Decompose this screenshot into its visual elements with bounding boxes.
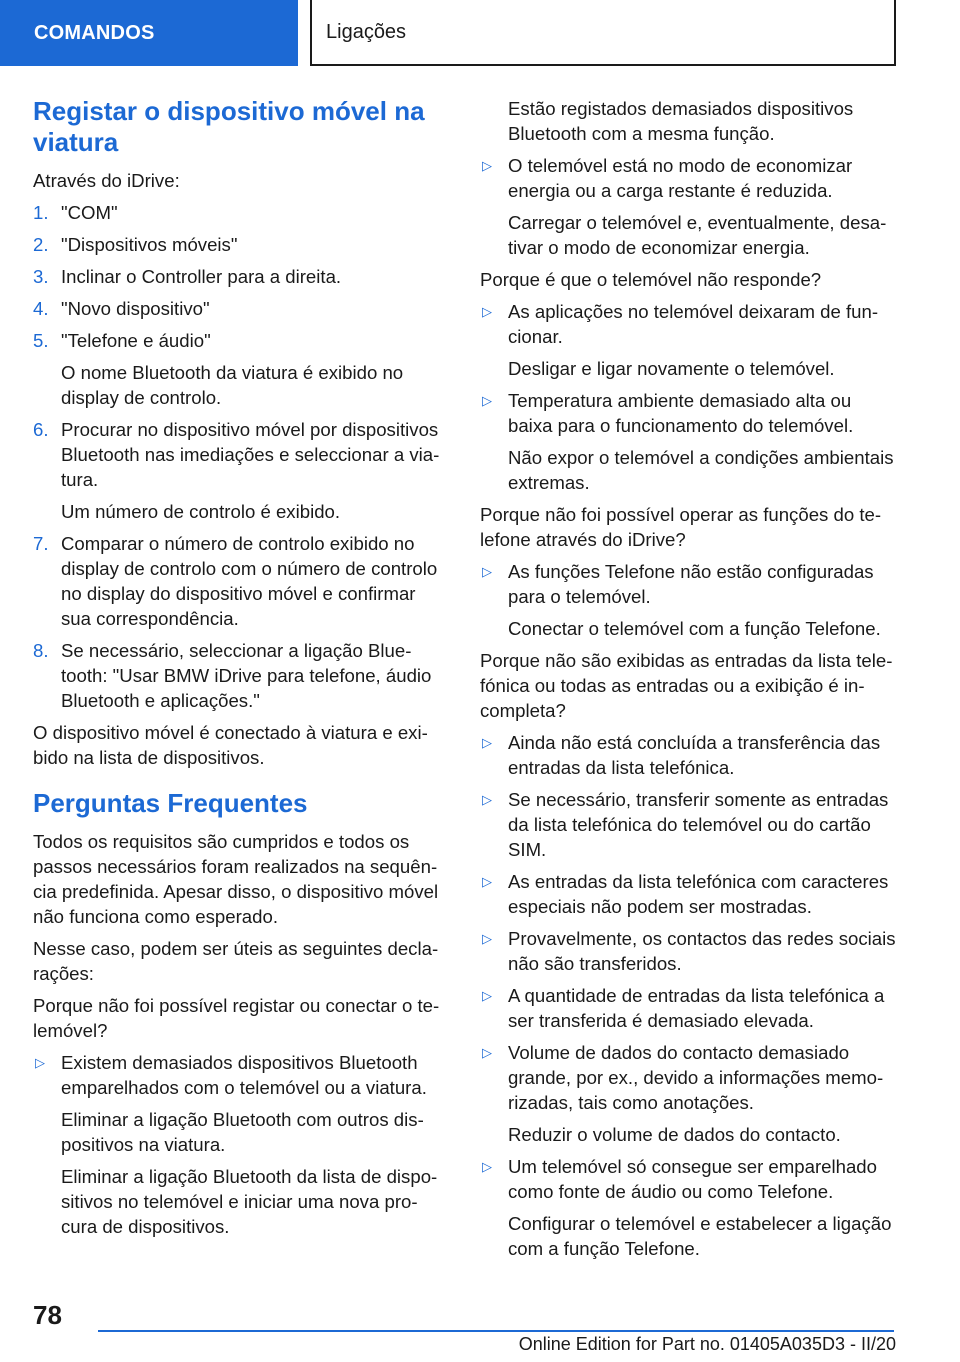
section-title-faq: Perguntas Frequentes: [33, 788, 308, 818]
step-item: [33, 200, 447, 225]
list-item: [480, 388, 896, 495]
step-item: [33, 232, 447, 257]
step-number: 1.: [33, 202, 49, 223]
bullet-text: Existem demasiados dispositivos Bluetooth emparelhados com o telemóvel ou a viatura.: [61, 1052, 427, 1098]
faq-intro: Todos os requisitos são cumpridos e todos os passos necessários foram realizados na sequência predefinida. Apesar disso, o dispositivo móvel não funciona como esperado.: [33, 831, 439, 927]
bullet-text: As entradas da lista telefónica com caracteres especiais não podem ser mostradas.: [508, 871, 889, 917]
bullet-text: Um telemóvel só consegue ser emparelhado como fonte de áudio ou como Telefone.: [508, 1156, 877, 1202]
bullet-note: Desligar e ligar novamente o telemóvel.: [508, 358, 835, 379]
list-item: [480, 1040, 896, 1147]
list-item: [480, 787, 896, 862]
triangle-bullet-icon: ▷: [482, 393, 492, 408]
list-item: [33, 1050, 447, 1239]
bullet-text: Provavelmente, os contactos das redes sociais não são transferidos.: [508, 928, 896, 974]
list-item: [480, 983, 896, 1033]
list-item: [480, 730, 896, 780]
right-column: [480, 96, 896, 1268]
step-text: "Telefone e áudio": [61, 330, 211, 351]
list-item: [480, 869, 896, 919]
triangle-bullet-icon: ▷: [482, 1159, 492, 1174]
triangle-bullet-icon: ▷: [482, 735, 492, 750]
triangle-bullet-icon: ▷: [482, 1045, 492, 1060]
step-text: "COM": [61, 202, 118, 223]
step-item: [33, 638, 447, 713]
triangle-bullet-icon: ▷: [482, 792, 492, 807]
triangle-bullet-icon: ▷: [482, 874, 492, 889]
bullet-note: Eliminar a ligação Bluetooth da lista de dispositivos no telemóvel e iniciar uma nova procura de dispositivos.: [61, 1166, 438, 1237]
step-number: 3.: [33, 266, 49, 287]
step-number: 8.: [33, 640, 49, 661]
step-note: Um número de controlo é exibido.: [61, 501, 341, 522]
step-number: 6.: [33, 419, 49, 440]
faq-question: Porque é que o telemóvel não responde?: [480, 269, 822, 290]
bullet-note: Configurar o telemóvel e estabelecer a ligação com a função Telefone.: [508, 1213, 892, 1259]
bullet-note: Carregar o telemóvel e, eventualmente, desativar o modo de economizar energia.: [508, 212, 887, 258]
page-header: [0, 0, 960, 66]
step-item: [33, 328, 447, 410]
step-text: Comparar o número de controlo exibido no display de controlo com o número de controlo no display do dispositivo móvel e confirmar sua correspondência.: [61, 533, 438, 629]
step-item: [33, 531, 447, 631]
triangle-bullet-icon: ▷: [482, 304, 492, 319]
intro-text: Através do iDrive:: [33, 170, 180, 191]
result-text: O dispositivo móvel é conectado à viatura e exibido na lista de dispositivos.: [33, 722, 428, 768]
bullet-text: As aplicações no telemóvel deixaram de funcionar.: [508, 301, 879, 347]
list-item: [480, 153, 896, 260]
bullet-text: Temperatura ambiente demasiado alta ou baixa para o funcionamento do telemóvel.: [508, 390, 854, 436]
step-number: 2.: [33, 234, 49, 255]
list-item: [480, 926, 896, 976]
bullet-text: Volume de dados do contacto demasiado grande, por ex., devido a informações memorizadas, tais como anotações.: [508, 1042, 884, 1113]
step-item: [33, 264, 447, 289]
bullet-text: A quantidade de entradas da lista telefónica a ser transferida é demasiado elevada.: [508, 985, 885, 1031]
page-number: 78: [33, 1300, 62, 1330]
bullet-note: Não expor o telemóvel a condições ambientais extremas.: [508, 447, 894, 493]
bullet-note: Eliminar a ligação Bluetooth com outros dispositivos na viatura.: [61, 1109, 424, 1155]
chapter-tab: Ligações: [310, 0, 896, 66]
step-text: Inclinar o Controller para a direita.: [61, 266, 342, 287]
triangle-bullet-icon: ▷: [35, 1055, 45, 1070]
faq-intro-2: Nesse caso, podem ser úteis as seguintes declarações:: [33, 938, 439, 984]
bullet-text: O telemóvel está no modo de economizar energia ou a carga restante é reduzida.: [508, 155, 853, 201]
list-item: [480, 1154, 896, 1261]
step-note: O nome Bluetooth da viatura é exibido no display de controlo.: [61, 362, 404, 408]
faq-question: Porque não são exibidas as entradas da lista telefónica ou todas as entradas ou a exibição é incompleta?: [480, 650, 893, 721]
step-number: 5.: [33, 330, 49, 351]
step-text: Procurar no dispositivo móvel por dispositivos Bluetooth nas imediações e seleccionar a viatura.: [61, 419, 440, 490]
bullet-note: Reduzir o volume de dados do contacto.: [508, 1124, 841, 1145]
faq-question: Porque não foi possível registar ou conectar o telemóvel?: [33, 995, 440, 1041]
list-item: [480, 299, 896, 381]
step-text: "Dispositivos móveis": [61, 234, 238, 255]
bullet-text: Se necessário, transferir somente as entradas da lista telefónica do telemóvel ou do cartão SIM.: [508, 789, 889, 860]
bullet-note: Conectar o telemóvel com a função Telefone.: [508, 618, 881, 639]
bullet-text: Ainda não está concluída a transferência das entradas da lista telefónica.: [508, 732, 881, 778]
left-column: [33, 96, 447, 1246]
footer-edition: Online Edition for Part no. 01405A035D3 - II/20: [518, 1334, 896, 1354]
triangle-bullet-icon: ▷: [482, 158, 492, 173]
step-text: "Novo dispositivo": [61, 298, 210, 319]
section-tab: COMANDOS: [0, 0, 298, 66]
step-number: 7.: [33, 533, 49, 554]
section-title-register: Registar o dispositivo móvel na viatura: [33, 96, 425, 157]
step-text: Se necessário, seleccionar a ligação Bluetooth: "Usar BMW iDrive para telefone, áudio Bluetooth e aplicações.": [61, 640, 432, 711]
triangle-bullet-icon: ▷: [482, 931, 492, 946]
faq-question: Porque não foi possível operar as funções do telefone através do iDrive?: [480, 504, 882, 550]
triangle-bullet-icon: ▷: [482, 988, 492, 1003]
list-item: [480, 559, 896, 641]
bullet-note: Estão registados demasiados dispositivos Bluetooth com a mesma função.: [508, 98, 854, 144]
step-item: [33, 417, 447, 524]
bullet-text: As funções Telefone não estão configuradas para o telemóvel.: [508, 561, 874, 607]
triangle-bullet-icon: ▷: [482, 564, 492, 579]
footer-divider: [98, 1330, 894, 1332]
step-item: [33, 296, 447, 321]
step-number: 4.: [33, 298, 49, 319]
